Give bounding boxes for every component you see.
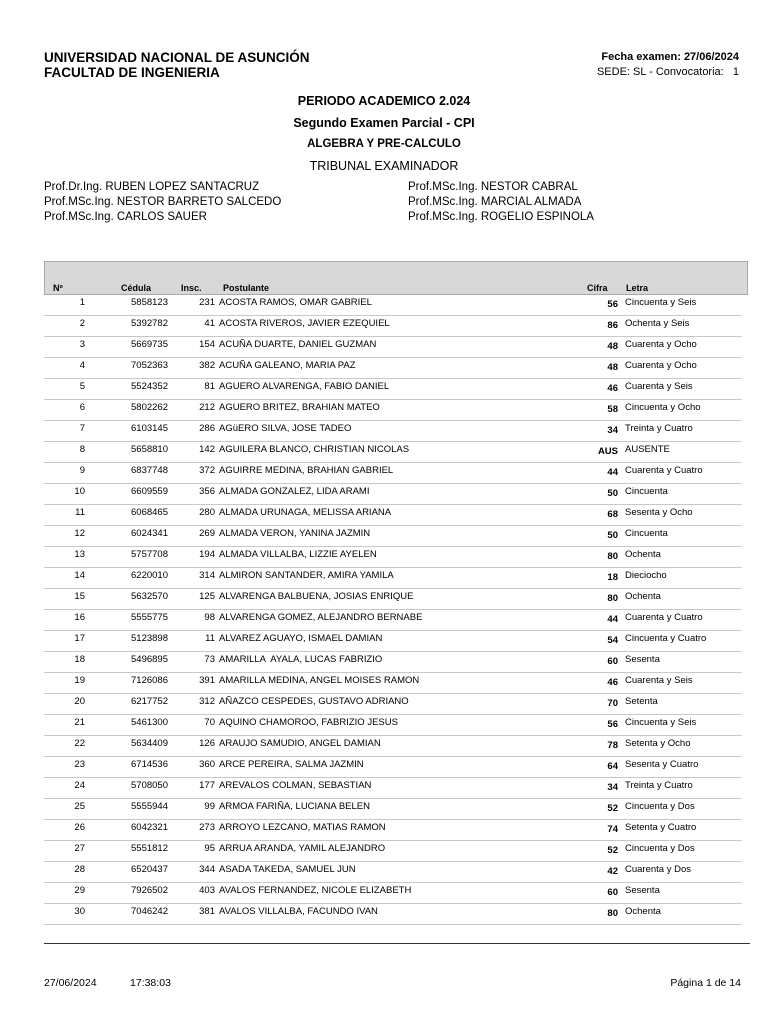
row-letra: Cincuenta y Seis	[625, 717, 697, 728]
row-number: 19	[74, 675, 85, 686]
row-cedula: 6714536	[131, 759, 168, 770]
row-insc: 231	[199, 297, 215, 308]
row-cifra: 60	[607, 887, 618, 898]
row-insc: 70	[204, 717, 215, 728]
row-cedula: 6217752	[131, 696, 168, 707]
row-cifra: 46	[607, 383, 618, 394]
table-row	[44, 463, 742, 484]
row-cedula: 5123898	[131, 633, 168, 644]
row-insc: 360	[199, 759, 215, 770]
row-insc: 142	[199, 444, 215, 455]
row-insc: 391	[199, 675, 215, 686]
row-cifra: 50	[607, 488, 618, 499]
row-insc: 73	[204, 654, 215, 665]
table-row	[44, 799, 742, 820]
table-row	[44, 652, 742, 673]
row-cifra: 60	[607, 656, 618, 667]
row-cedula: 5708050	[131, 780, 168, 791]
row-cifra: 48	[607, 341, 618, 352]
row-letra: Cincuenta y Seis	[625, 297, 697, 308]
row-postulante: ALMIRON SANTANDER, AMIRA YAMILA	[219, 570, 394, 581]
table-row	[44, 568, 742, 589]
footer-date: 27/06/2024	[44, 977, 97, 989]
row-number: 11	[75, 507, 85, 518]
row-number: 8	[79, 444, 85, 455]
row-insc: 381	[199, 906, 215, 917]
row-cifra: 80	[607, 551, 618, 562]
table-row	[44, 715, 742, 736]
row-cedula: 6220010	[131, 570, 168, 581]
row-postulante: AMARILLA MEDINA, ANGEL MOISES RAMON	[219, 675, 420, 686]
table-row	[44, 820, 742, 841]
row-cifra: 46	[607, 677, 618, 688]
row-number: 20	[74, 696, 85, 707]
row-cifra: 58	[607, 404, 618, 415]
table-row	[44, 610, 742, 631]
table-row	[44, 484, 742, 505]
row-postulante: ACUÑA DUARTE, DANIEL GUZMAN	[219, 339, 377, 350]
row-letra: Setenta y Ocho	[625, 738, 691, 749]
row-cedula: 5858123	[131, 297, 168, 308]
professor-name: Prof.MSc.Ing. MARCIAL ALMADA	[408, 196, 582, 208]
row-number: 18	[74, 654, 85, 665]
col-header-letra: Letra	[626, 283, 649, 293]
col-header-cifra: Cifra	[587, 283, 608, 293]
row-number: 9	[79, 465, 85, 476]
row-number: 24	[74, 780, 85, 791]
footer-time: 17:38:03	[130, 977, 171, 989]
row-number: 26	[74, 822, 85, 833]
row-postulante: AREVALOS COLMAN, SEBASTIAN	[219, 780, 372, 791]
row-cifra: 42	[607, 866, 618, 877]
row-letra: Cuarenta y Ocho	[625, 360, 697, 371]
row-insc: 126	[199, 738, 215, 749]
row-number: 22	[74, 738, 85, 749]
row-cifra: 34	[607, 782, 618, 793]
results-table	[44, 295, 742, 925]
row-cedula: 7052363	[131, 360, 168, 371]
row-cifra: AUS	[597, 446, 618, 457]
professor-name: Prof.MSc.Ing. NESTOR CABRAL	[408, 181, 578, 193]
row-postulante: AVALOS FERNANDEZ, NICOLE ELIZABETH	[219, 885, 412, 896]
row-postulante: ARRUA ARANDA, YAMIL ALEJANDRO	[219, 843, 386, 854]
row-letra: Sesenta	[625, 654, 660, 665]
table-row	[44, 841, 742, 862]
exam-title: Segundo Examen Parcial - CPI	[293, 116, 475, 130]
row-number: 27	[74, 843, 85, 854]
row-postulante: AÑAZCO CESPEDES, GUSTAVO ADRIANO	[219, 696, 409, 707]
row-number: 13	[74, 549, 85, 560]
row-insc: 372	[199, 465, 215, 476]
row-cifra: 44	[607, 614, 618, 625]
table-row	[44, 547, 742, 568]
professor-name: Prof.MSc.Ing. NESTOR BARRETO SALCEDO	[44, 196, 282, 208]
row-insc: 286	[199, 423, 215, 434]
row-postulante: ALVAREZ AGUAYO, ISMAEL DAMIAN	[219, 633, 383, 644]
table-row	[44, 442, 742, 463]
row-postulante: ACOSTA RIVEROS, JAVIER EZEQUIEL	[219, 318, 390, 329]
row-cedula: 5658810	[131, 444, 168, 455]
row-postulante: AGUERO ALVARENGA, FABIO DANIEL	[219, 381, 390, 392]
row-postulante: AGUERO BRITEZ, BRAHIAN MATEO	[219, 402, 380, 413]
row-cedula: 6837748	[131, 465, 168, 476]
table-row	[44, 673, 742, 694]
row-number: 25	[74, 801, 85, 812]
row-letra: Dieciocho	[625, 570, 667, 581]
row-cifra: 86	[607, 320, 618, 331]
sede-info: SEDE: SL - Convocatoria: 1	[596, 66, 739, 78]
institution-header	[44, 50, 310, 80]
row-letra: Treinta y Cuatro	[625, 780, 693, 791]
row-postulante: ACUÑA GALEANO, MARIA PAZ	[219, 360, 356, 371]
row-insc: 403	[199, 885, 215, 896]
row-insc: 99	[204, 801, 215, 812]
row-cedula: 5555944	[131, 801, 168, 812]
row-letra: Cincuenta y Dos	[625, 843, 695, 854]
row-cedula: 5632570	[131, 591, 168, 602]
row-postulante: AGUILERA BLANCO, CHRISTIAN NICOLAS	[219, 444, 410, 455]
row-postulante: AGUIRRE MEDINA, BRAHIAN GABRIEL	[219, 465, 394, 476]
row-postulante: ARCE PEREIRA, SALMA JAZMIN	[219, 759, 364, 770]
row-cedula: 5669735	[131, 339, 168, 350]
table-row	[44, 904, 742, 925]
row-number: 6	[79, 402, 85, 413]
table-row	[44, 421, 742, 442]
row-letra: Cincuenta y Cuatro	[625, 633, 707, 644]
row-cedula: 7046242	[131, 906, 168, 917]
tribunal-title: TRIBUNAL EXAMINADOR	[309, 159, 459, 173]
row-cifra: 74	[607, 824, 618, 835]
row-insc: 154	[199, 339, 215, 350]
table-row	[44, 316, 742, 337]
row-number: 1	[79, 297, 85, 308]
row-letra: Cincuenta	[625, 486, 668, 497]
row-cedula: 6042321	[131, 822, 168, 833]
row-postulante: ARAUJO SAMUDIO, ANGEL DAMIAN	[219, 738, 381, 749]
row-letra: Treinta y Cuatro	[625, 423, 693, 434]
row-cifra: 78	[607, 740, 618, 751]
row-cifra: 50	[607, 530, 618, 541]
row-cedula: 6024341	[131, 528, 168, 539]
row-cifra: 44	[607, 467, 618, 478]
row-letra: Cincuenta y Ocho	[625, 402, 701, 413]
row-cedula: 6103145	[131, 423, 168, 434]
row-number: 29	[74, 885, 85, 896]
table-row	[44, 379, 742, 400]
professor-name: Prof.MSc.Ing. CARLOS SAUER	[44, 211, 207, 223]
row-cedula: 5757708	[131, 549, 168, 560]
row-number: 5	[79, 381, 85, 392]
row-cedula: 7126086	[131, 675, 168, 686]
row-postulante: ALMADA URUNAGA, MELISSA ARIANA	[219, 507, 392, 518]
footer-divider	[44, 943, 750, 944]
row-cedula: 6520437	[131, 864, 168, 875]
row-number: 7	[79, 423, 85, 434]
row-cifra: 70	[607, 698, 618, 709]
table-row	[44, 736, 742, 757]
row-number: 28	[74, 864, 85, 875]
row-letra: Cuarenta y Ocho	[625, 339, 697, 350]
row-cedula: 7926502	[131, 885, 168, 896]
row-postulante: ALMADA VERON, YANINA JAZMIN	[219, 528, 371, 539]
row-letra: Cincuenta y Dos	[625, 801, 695, 812]
col-header-number: Nº	[53, 283, 63, 293]
row-letra: Setenta y Cuatro	[625, 822, 697, 833]
row-letra: Sesenta y Ocho	[625, 507, 693, 518]
row-insc: 95	[204, 843, 215, 854]
row-postulante: ASADA TAKEDA, SAMUEL JUN	[219, 864, 356, 875]
row-cedula: 5634409	[131, 738, 168, 749]
row-number: 17	[74, 633, 85, 644]
table-row	[44, 400, 742, 421]
row-letra: Cuarenta y Dos	[625, 864, 692, 875]
col-header-cedula: Cédula	[121, 283, 152, 293]
row-cifra: 56	[607, 719, 618, 730]
row-insc: 269	[199, 528, 215, 539]
row-insc: 177	[199, 780, 215, 791]
row-postulante: ALVARENGA GOMEZ, ALEJANDRO BERNABE	[219, 612, 423, 623]
table-row	[44, 631, 742, 652]
row-letra: Cuarenta y Cuatro	[625, 465, 703, 476]
row-insc: 98	[204, 612, 215, 623]
row-cifra: 52	[607, 803, 618, 814]
row-insc: 312	[199, 696, 215, 707]
row-insc: 11	[205, 633, 215, 644]
row-insc: 212	[199, 402, 215, 413]
table-header	[44, 261, 748, 295]
exam-meta	[597, 50, 739, 80]
col-header-postulante: Postulante	[223, 283, 270, 293]
row-insc: 344	[199, 864, 215, 875]
row-cifra: 80	[607, 908, 618, 919]
row-letra: Ochenta	[625, 549, 661, 560]
row-letra: Cuarenta y Seis	[625, 381, 693, 392]
row-cifra: 18	[607, 572, 618, 583]
row-postulante: ALVARENGA BALBUENA, JOSIAS ENRIQUE	[219, 591, 414, 602]
professor-name: Prof.Dr.Ing. RUBEN LOPEZ SANTACRUZ	[44, 181, 260, 193]
table-row	[44, 589, 742, 610]
row-number: 15	[74, 591, 85, 602]
row-postulante: AGüERO SILVA, JOSE TADEO	[219, 423, 352, 434]
row-insc: 81	[204, 381, 215, 392]
professors-left	[44, 180, 281, 225]
row-number: 14	[74, 570, 85, 581]
row-insc: 280	[199, 507, 215, 518]
row-letra: Sesenta y Cuatro	[625, 759, 699, 770]
faculty-name: FACULTAD DE INGENIERIA	[44, 65, 220, 80]
row-cedula: 5461300	[131, 717, 168, 728]
row-insc: 125	[199, 591, 215, 602]
row-letra: Cuarenta y Seis	[625, 675, 693, 686]
page-number: Página 1 de 14	[670, 977, 741, 989]
row-insc: 273	[199, 822, 215, 833]
row-letra: Cincuenta	[625, 528, 668, 539]
row-cedula: 5392782	[131, 318, 168, 329]
professors-right	[408, 180, 594, 225]
row-insc: 194	[199, 549, 215, 560]
row-cifra: 52	[607, 845, 618, 856]
row-cedula: 5496895	[131, 654, 168, 665]
row-number: 16	[74, 612, 85, 623]
row-number: 10	[74, 486, 85, 497]
row-letra: Ochenta y Seis	[625, 318, 690, 329]
row-postulante: ARMOA FARIÑA, LUCIANA BELEN	[219, 801, 370, 812]
row-number: 4	[79, 360, 85, 371]
row-letra: Setenta	[625, 696, 658, 707]
row-number: 23	[74, 759, 85, 770]
table-row	[44, 358, 742, 379]
row-cedula: 5551812	[131, 843, 168, 854]
table-row	[44, 862, 742, 883]
row-postulante: AMARILLA AYALA, LUCAS FABRIZIO	[219, 654, 383, 665]
row-cifra: 56	[607, 299, 618, 310]
row-cifra: 68	[607, 509, 618, 520]
table-row	[44, 505, 742, 526]
subject-title: ALGEBRA Y PRE-CALCULO	[307, 138, 461, 150]
row-postulante: AQUINO CHAMOROO, FABRIZIO JESUS	[219, 717, 398, 728]
row-postulante: ACOSTA RAMOS, OMAR GABRIEL	[219, 297, 372, 308]
row-letra: AUSENTE	[625, 444, 670, 455]
row-letra: Ochenta	[625, 906, 661, 917]
row-number: 12	[74, 528, 85, 539]
table-row	[44, 883, 742, 904]
university-name: UNIVERSIDAD NACIONAL DE ASUNCIÓN	[44, 50, 310, 65]
row-insc: 41	[204, 318, 215, 329]
row-cifra: 80	[607, 593, 618, 604]
table-row	[44, 295, 742, 316]
row-number: 21	[74, 717, 85, 728]
row-insc: 382	[199, 360, 215, 371]
table-row	[44, 337, 742, 358]
table-row	[44, 526, 742, 547]
row-cedula: 6068465	[131, 507, 168, 518]
row-letra: Cuarenta y Cuatro	[625, 612, 703, 623]
row-cifra: 48	[607, 362, 618, 373]
row-cifra: 54	[607, 635, 618, 646]
row-postulante: ARROYO LEZCANO, MATIAS RAMON	[219, 822, 386, 833]
row-cedula: 5555775	[131, 612, 168, 623]
row-cifra: 34	[607, 425, 618, 436]
row-number: 2	[79, 318, 85, 329]
row-postulante: ALMADA VILLALBA, LIZZIE AYELEN	[219, 549, 377, 560]
exam-date: Fecha examen: 27/06/2024	[601, 51, 739, 63]
row-letra: Sesenta	[625, 885, 660, 896]
row-cedula: 6609559	[131, 486, 168, 497]
table-row	[44, 778, 742, 799]
row-number: 3	[79, 339, 85, 350]
row-insc: 314	[199, 570, 215, 581]
row-number: 30	[74, 906, 85, 917]
row-insc: 356	[199, 486, 215, 497]
professor-name: Prof.MSc.Ing. ROGELIO ESPINOLA	[408, 211, 594, 223]
row-postulante: ALMADA GONZALEZ, LIDA ARAMI	[219, 486, 370, 497]
row-cedula: 5524352	[131, 381, 168, 392]
row-cedula: 5802262	[131, 402, 168, 413]
row-cifra: 64	[607, 761, 618, 772]
period-title: PERIODO ACADEMICO 2.024	[297, 94, 471, 108]
row-letra: Ochenta	[625, 591, 661, 602]
col-header-insc: Insc.	[181, 283, 202, 293]
table-row	[44, 757, 742, 778]
row-postulante: AVALOS VILLALBA, FACUNDO IVAN	[219, 906, 378, 917]
table-row	[44, 694, 742, 715]
